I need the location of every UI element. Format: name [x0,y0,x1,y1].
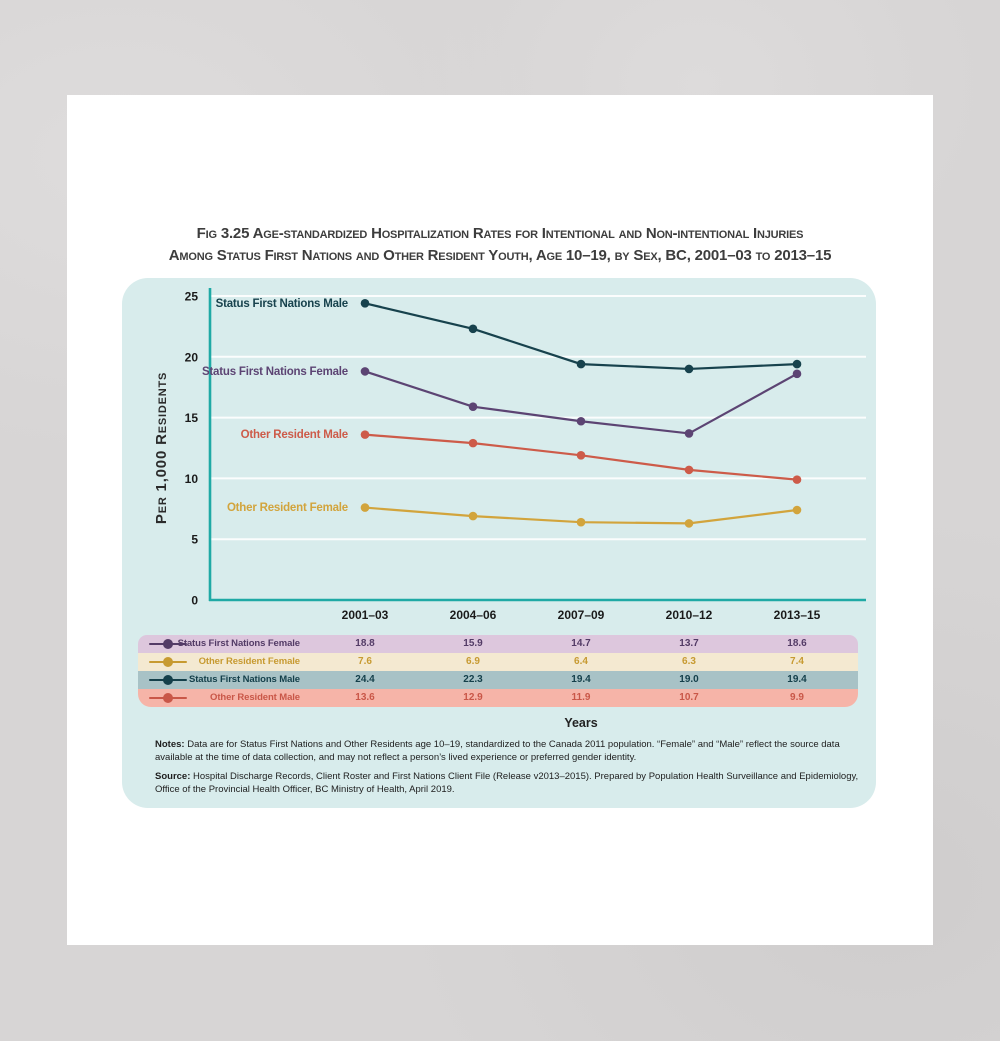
data-point-status-first-nations-female [793,370,802,379]
figure-title [100,223,900,266]
y-tick-label: 25 [184,289,198,304]
series-label-other-resident-female: Other Resident Female [226,502,348,515]
row-values [138,635,858,653]
table-value: 19.4 [571,674,591,685]
series-line-status-first-nations-male [365,303,797,369]
table-value: 10.7 [679,692,699,703]
table-value: 11.9 [571,692,591,703]
source-text: Hospital Discharge Records, Client Roster and First Nations Client File (Release v2013–2015). Prepared by Population Health Surveillance and Epidemiology, Office of the Provincial Health Officer, BC Ministry of Health, April 2019. [155,771,859,795]
x-tick-label: 2010–12 [665,608,713,622]
data-point-status-first-nations-male [685,365,694,374]
data-point-status-first-nations-male [361,299,370,308]
data-point-other-resident-female [793,506,802,515]
y-axis-title: Per 1,000 Residents [153,371,170,525]
data-point-status-first-nations-female [469,402,478,411]
data-point-status-first-nations-female [577,417,586,426]
table-value: 6.3 [682,656,696,667]
series-label-other-resident-male: Other Resident Male [240,429,348,442]
chart-panel [122,278,876,808]
x-axis-title: Years [564,716,598,730]
row-values [138,689,858,707]
table-value: 7.6 [358,656,372,667]
row-label: Other Resident Female [198,656,300,667]
row-values [138,653,858,671]
table-value: 6.4 [574,656,588,667]
notes-paragraph [155,738,865,764]
y-tick-label: 10 [184,471,198,486]
y-tick-label: 15 [184,411,198,426]
y-tick-label: 5 [191,532,198,547]
table-row [138,653,858,671]
table-value: 18.8 [355,638,375,649]
table-value: 24.4 [355,674,375,685]
x-tick-label: 2013–15 [773,608,821,622]
x-tick-label: 2001–03 [341,608,389,622]
series-label-status-first-nations-male: Status First Nations Male [215,297,348,310]
notes-block [155,738,865,802]
x-tick-label: 2007–09 [557,608,605,622]
figure-title-line1: Fig 3.25 Age-standardized Hospitalization Rates for Intentional and Non-intentional Injuries [196,225,804,242]
row-label: Status First Nations Male [189,674,300,685]
data-point-status-first-nations-male [793,360,802,369]
notes-label: Notes: [155,739,185,750]
table-value: 18.6 [787,638,807,649]
data-point-other-resident-male [793,475,802,484]
table-value: 19.0 [679,674,699,685]
source-paragraph [155,770,865,796]
row-values [138,671,858,689]
table-value: 13.6 [355,692,375,703]
table-value: 12.9 [463,692,483,703]
row-label: Other Resident Male [210,692,300,703]
table-row [138,689,858,707]
data-point-other-resident-male [361,430,370,439]
figure-title-line2: Among Status First Nations and Other Resident Youth, Age 10–19, by Sex, BC, 2001–03 to 2013–15 [168,246,832,264]
data-table [138,635,858,707]
data-point-other-resident-female [469,512,478,521]
data-point-other-resident-male [577,451,586,460]
table-value: 7.4 [790,656,804,667]
table-value: 19.4 [787,674,807,685]
table-value: 15.9 [463,638,483,649]
table-row [138,635,858,653]
x-tick-label: 2004–06 [449,608,497,622]
chart-canvas [122,278,876,634]
data-point-status-first-nations-male [577,360,586,369]
table-value: 14.7 [571,638,591,649]
table-value: 13.7 [679,638,699,649]
data-point-other-resident-female [685,519,694,528]
series-label-status-first-nations-female: Status First Nations Female [201,365,348,378]
y-tick-label: 0 [191,593,198,608]
notes-text: Data are for Status First Nations and Other Residents age 10–19, standardized to the Canada 2011 population. “Female” and “Male” reflect the source data available at the time of data collection, and may not reflect a person’s lived experience or preferred gender identity. [155,739,840,763]
table-value: 9.9 [790,692,804,703]
data-point-status-first-nations-female [685,429,694,438]
table-value: 22.3 [463,674,483,685]
table-value: 6.9 [466,656,480,667]
data-point-other-resident-male [685,466,694,475]
data-point-other-resident-female [361,503,370,512]
data-point-other-resident-female [577,518,586,527]
row-label: Status First Nations Female [177,638,300,649]
source-label: Source: [155,771,191,782]
report-card [67,95,933,945]
table-row [138,671,858,689]
data-point-status-first-nations-male [469,325,478,334]
data-point-status-first-nations-female [361,367,370,376]
y-tick-label: 20 [184,350,198,365]
data-point-other-resident-male [469,439,478,448]
